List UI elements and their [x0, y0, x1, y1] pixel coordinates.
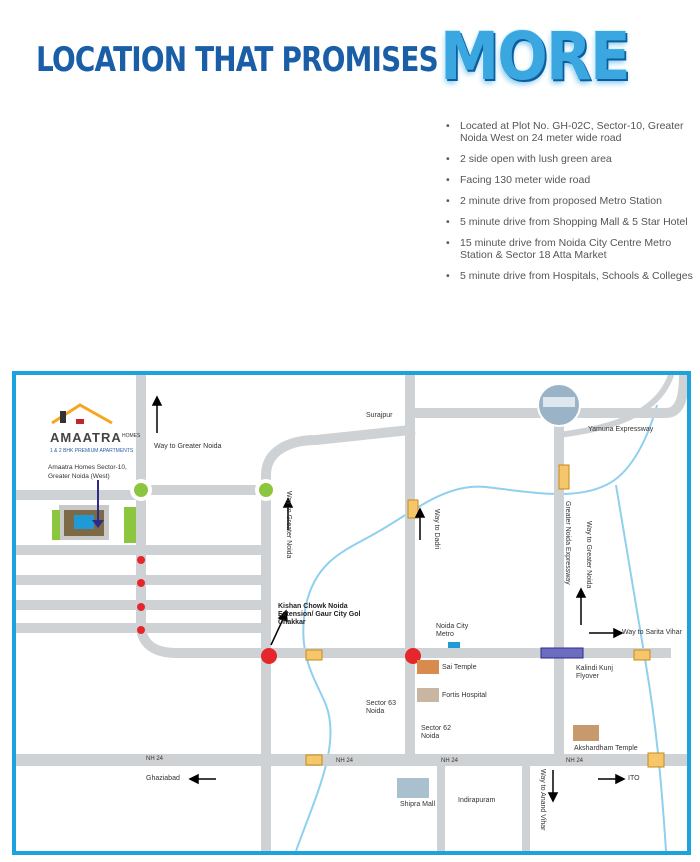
brand-logo: AMAATRA: [50, 430, 122, 445]
label-nh24: NH 24: [566, 758, 584, 764]
label-way-greater-noida-vertical: Way to Greater Noida: [285, 491, 292, 559]
akshardham-photo: [573, 725, 599, 741]
yamuna-photo-building: [543, 397, 575, 407]
label-ghaziabad: Ghaziabad: [146, 775, 180, 782]
fortis-photo: [417, 688, 439, 702]
label-surajpur: Surajpur: [366, 412, 393, 419]
label-way-greater-noida: Way to Greater Noida: [154, 443, 222, 450]
highlight-item: • 5 minute drive from Hospitals, Schools & Colleges: [446, 270, 696, 282]
direction-arrows: [153, 397, 624, 801]
river: [296, 405, 657, 851]
roundabout-green: [134, 483, 148, 497]
highlight-item: • Located at Plot No. GH-02C, Sector-10, Greater Noida West on 24 meter wide road: [446, 120, 696, 144]
label-noida-city-metro: Noida City Metro: [436, 623, 469, 638]
highlights-list: [446, 120, 696, 291]
label-kalindi-kunj: Kalindi Kunj Flyover: [576, 665, 613, 680]
brand-logo-small: HOMES: [122, 433, 141, 439]
green-area: [124, 507, 136, 543]
location-map: [12, 371, 691, 855]
label-way-greater-noida-right: Way to Greater Noida: [585, 521, 592, 589]
label-nh24: NH 24: [441, 758, 459, 764]
label-yamuna: Yamuna Expressway: [588, 426, 654, 433]
label-shipra-mall: Shipra Mall: [400, 801, 436, 808]
label-nh24: NH 24: [336, 758, 354, 764]
highlight-item: • Facing 130 meter wide road: [446, 174, 696, 186]
label-way-sarita: Way to Sarita Vihar: [622, 629, 682, 636]
sai-temple-photo: [417, 660, 439, 674]
label-way-dadri: Way to Dadri: [433, 509, 440, 550]
metro-station: [448, 642, 460, 648]
label-akshardham: Akshardham Temple: [574, 745, 638, 752]
logo-window: [76, 419, 84, 424]
flyover: [541, 648, 583, 658]
river-branch: [616, 485, 666, 851]
label-way-anand-vihar: Way to Anand Vihar: [539, 769, 546, 831]
highlight-item: • 2 minute drive from proposed Metro Station: [446, 195, 696, 207]
highlight-item: • 15 minute drive from Noida City Centre Metro Station & Sector 18 Atta Market: [446, 237, 696, 261]
label-nh24: NH 24: [146, 756, 164, 762]
brand-tagline: 1 & 2 BHK PREMIUM APARTMENTS: [50, 448, 134, 454]
green-area: [52, 510, 60, 540]
project-address: Amaatra Homes Sector-10, Greater Noida (West): [48, 464, 127, 480]
headline-accent: MORE: [440, 18, 629, 95]
shipra-photo: [397, 778, 429, 798]
project-site-pool: [74, 515, 94, 529]
label-kishan-chowk: Kishan Chowk Noida Extension/ Gaur City Gol Chakkar: [278, 603, 361, 626]
roundabout-green: [259, 483, 273, 497]
label-fortis: Fortis Hospital: [442, 692, 487, 699]
label-indirapuram: Indirapuram: [458, 797, 496, 804]
label-sector-63: Sector 63 Noida: [366, 700, 396, 715]
logo-chimney: [60, 411, 66, 423]
highlight-item: • 5 minute drive from Shopping Mall & 5 Star Hotel: [446, 216, 696, 228]
headline: LOCATION THAT PROMISES: [36, 40, 438, 80]
label-sector-62: Sector 62 Noida: [421, 725, 451, 740]
label-gn-expressway: Greater Noida Expressway: [564, 501, 571, 585]
label-ito: ITO: [628, 775, 640, 782]
label-sai-temple: Sai Temple: [442, 664, 477, 671]
highlight-item: • 2 side open with lush green area: [446, 153, 696, 165]
